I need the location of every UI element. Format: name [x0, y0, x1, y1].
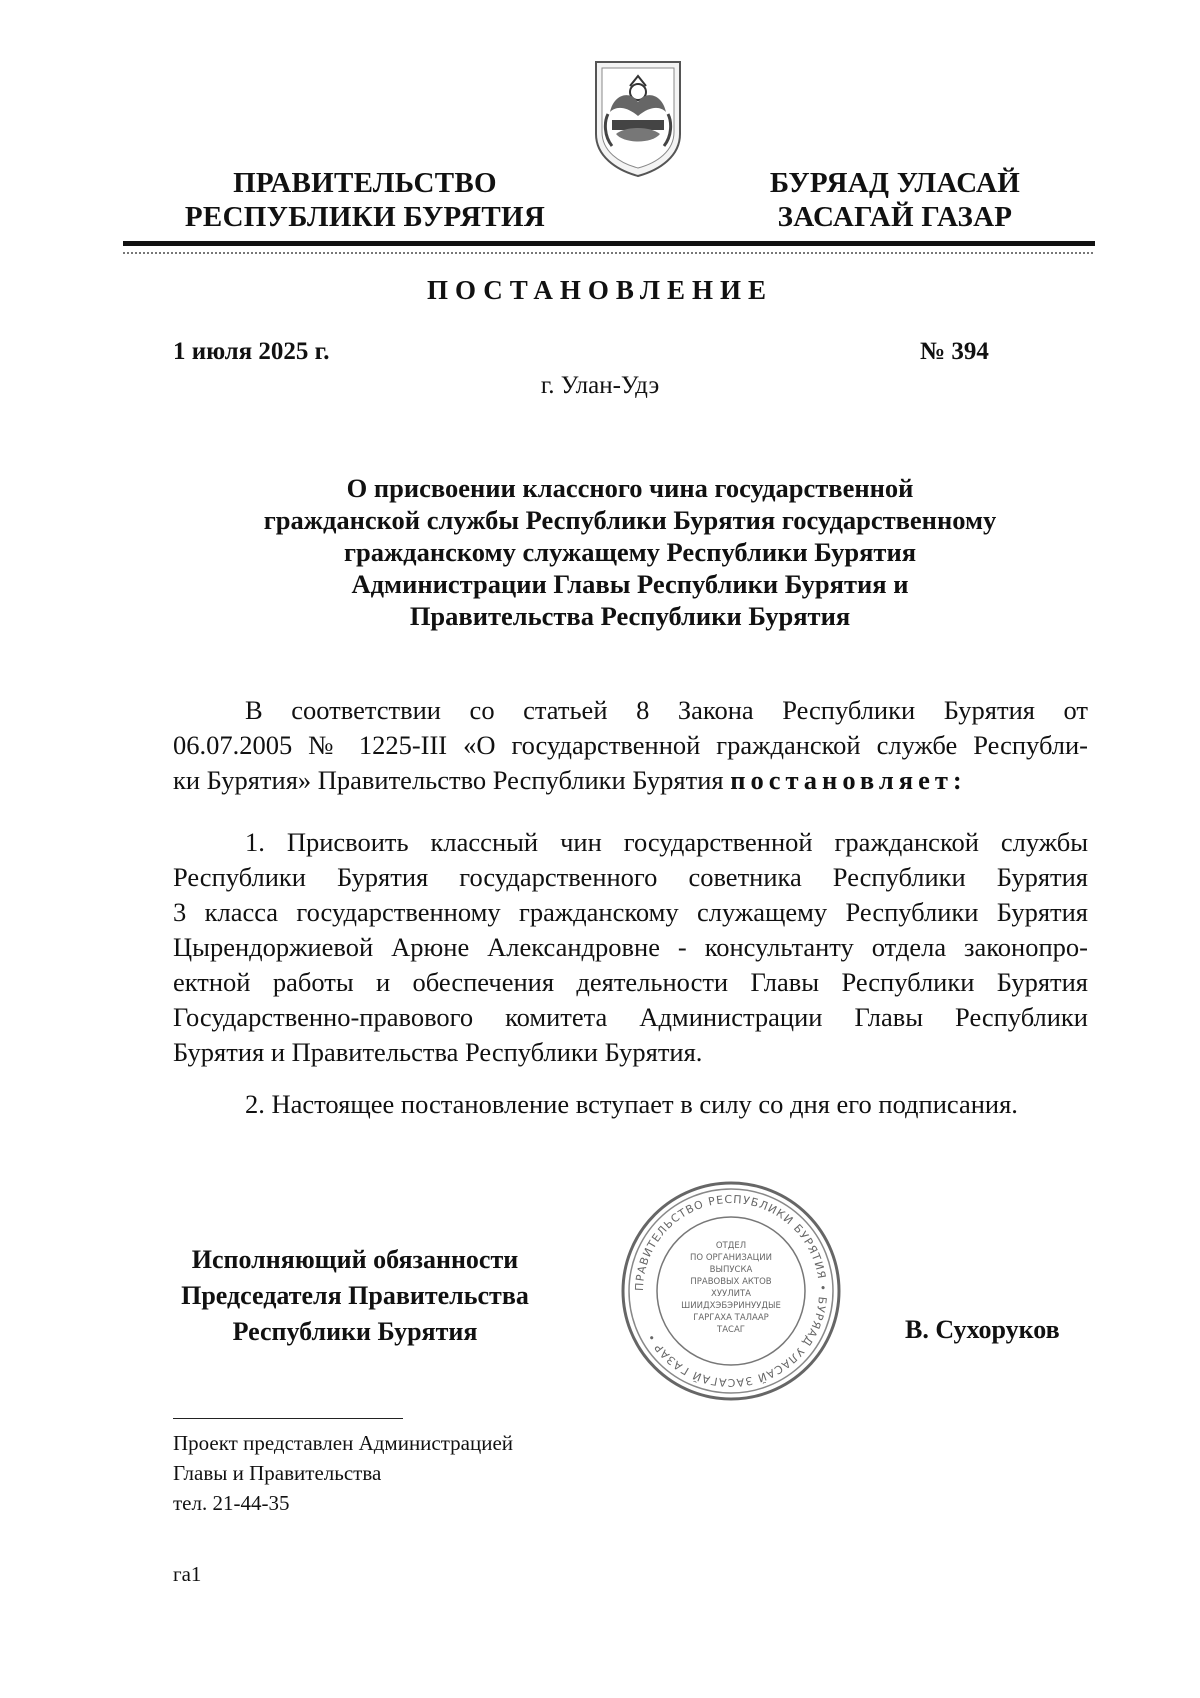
preamble-line: 06.07.2005 № 1225-III «О государственной гражданской службе Республи- [173, 730, 1088, 760]
item-1-paragraph [173, 825, 1088, 1070]
item1-line: 1. Присвоить классный чин государственной гражданской службы [245, 827, 1088, 857]
preamble-line-final [173, 763, 1088, 798]
item1-line: Республики Бурятия государственного советника Республики Бурятия [173, 862, 1088, 892]
document-city: г. Улан-Удэ [540, 372, 660, 399]
header-left-line1: ПРАВИТЕЛЬСТВО [233, 167, 497, 199]
stamp-center-line: ХУУЛИТА [711, 1289, 751, 1299]
coat-of-arms-icon [590, 56, 686, 178]
document-type-title: ПОСТАНОВЛЕНИЕ [426, 275, 774, 305]
preamble-line: В соответствии со статьей 8 Закона Республики Бурятия от [245, 695, 1088, 725]
item-2-paragraph [173, 1087, 1088, 1122]
signer-position-line: Республики Бурятия [232, 1317, 478, 1346]
subject-line: гражданскому служащему Республики Бурятия [343, 537, 917, 567]
subject-line: О присвоении классного чина государственной [346, 473, 914, 503]
stamp-center-line: ГАРГАХА ТАЛААР [693, 1313, 769, 1323]
stamp-center-line: ПРАВОВЫХ АКТОВ [690, 1277, 772, 1287]
document-code: га1 [173, 1562, 202, 1586]
header-left-line2: РЕСПУБЛИКИ БУРЯТИЯ [184, 201, 546, 233]
subject-line: гражданской службы Республики Бурятия государственному [263, 505, 997, 535]
document-subject [180, 472, 1080, 632]
footnote [173, 1428, 513, 1518]
official-stamp-icon [620, 1180, 842, 1402]
item2-line: 2. Настоящее постановление вступает в силу со дня его подписания. [245, 1089, 1018, 1119]
item1-line: ектной работы и обеспечения деятельности Главы Республики Бурятия [173, 967, 1088, 997]
footnote-line: Проект представлен Администрацией [173, 1431, 514, 1455]
header-rule-thin [123, 252, 1095, 254]
header-right-line2: ЗАСАГАЙ ГАЗАР [777, 201, 1013, 233]
stamp-center-line: ТАСАГ [717, 1325, 745, 1335]
header-right [745, 166, 1045, 234]
decree-word: постановляет: [730, 765, 967, 795]
footnote-rule [173, 1418, 403, 1419]
item1-line: Цырендоржиевой Арюне Александровне - консультанту отдела законопро- [173, 932, 1088, 962]
signer-name: В. Сухоруков [905, 1315, 1060, 1344]
header-rule-thick [123, 241, 1095, 246]
subject-line: Правительства Республики Бурятия [409, 601, 851, 631]
item1-line: Бурятия и Правительства Республики Бурятия. [173, 1037, 703, 1067]
signer-position-line: Председателя Правительства [181, 1281, 529, 1310]
item1-line: 3 класса государственному гражданскому служащему Республики Бурятия [173, 897, 1088, 927]
document-number: № 394 [920, 338, 989, 365]
stamp-ring-text: ПРАВИТЕЛЬСТВО РЕСПУБЛИКИ БУРЯТИЯ • БУРЯАД УЛАСАЙ ЗАСАГАЙ ГАЗАР • [632, 1192, 830, 1390]
stamp-center-line: ОТДЕЛ [715, 1241, 747, 1251]
header-left [180, 166, 550, 234]
document-date: 1 июля 2025 г. [173, 338, 330, 365]
signer-position-line: Исполняющий обязанности [191, 1245, 519, 1274]
header-right-line1: БУРЯАД УЛАСАЙ [769, 167, 1021, 199]
stamp-center-line: ШИИДХЭБЭРИНУУДЫЕ [681, 1301, 781, 1311]
stamp-center-line: ВЫПУСКА [709, 1265, 753, 1275]
preamble-paragraph [173, 693, 1088, 798]
stamp-center-line: ПО ОРГАНИЗАЦИИ [690, 1253, 772, 1263]
item1-line: Государственно-правового комитета Администрации Главы Республики [173, 1002, 1088, 1032]
footnote-line: тел. 21-44-35 [173, 1491, 290, 1515]
subject-line: Администрации Главы Республики Бурятия и [351, 569, 909, 599]
footnote-line: Главы и Правительства [173, 1461, 382, 1485]
preamble-line: ки Бурятия» Правительство Республики Бурятия [173, 765, 731, 795]
signer-position [150, 1242, 560, 1350]
